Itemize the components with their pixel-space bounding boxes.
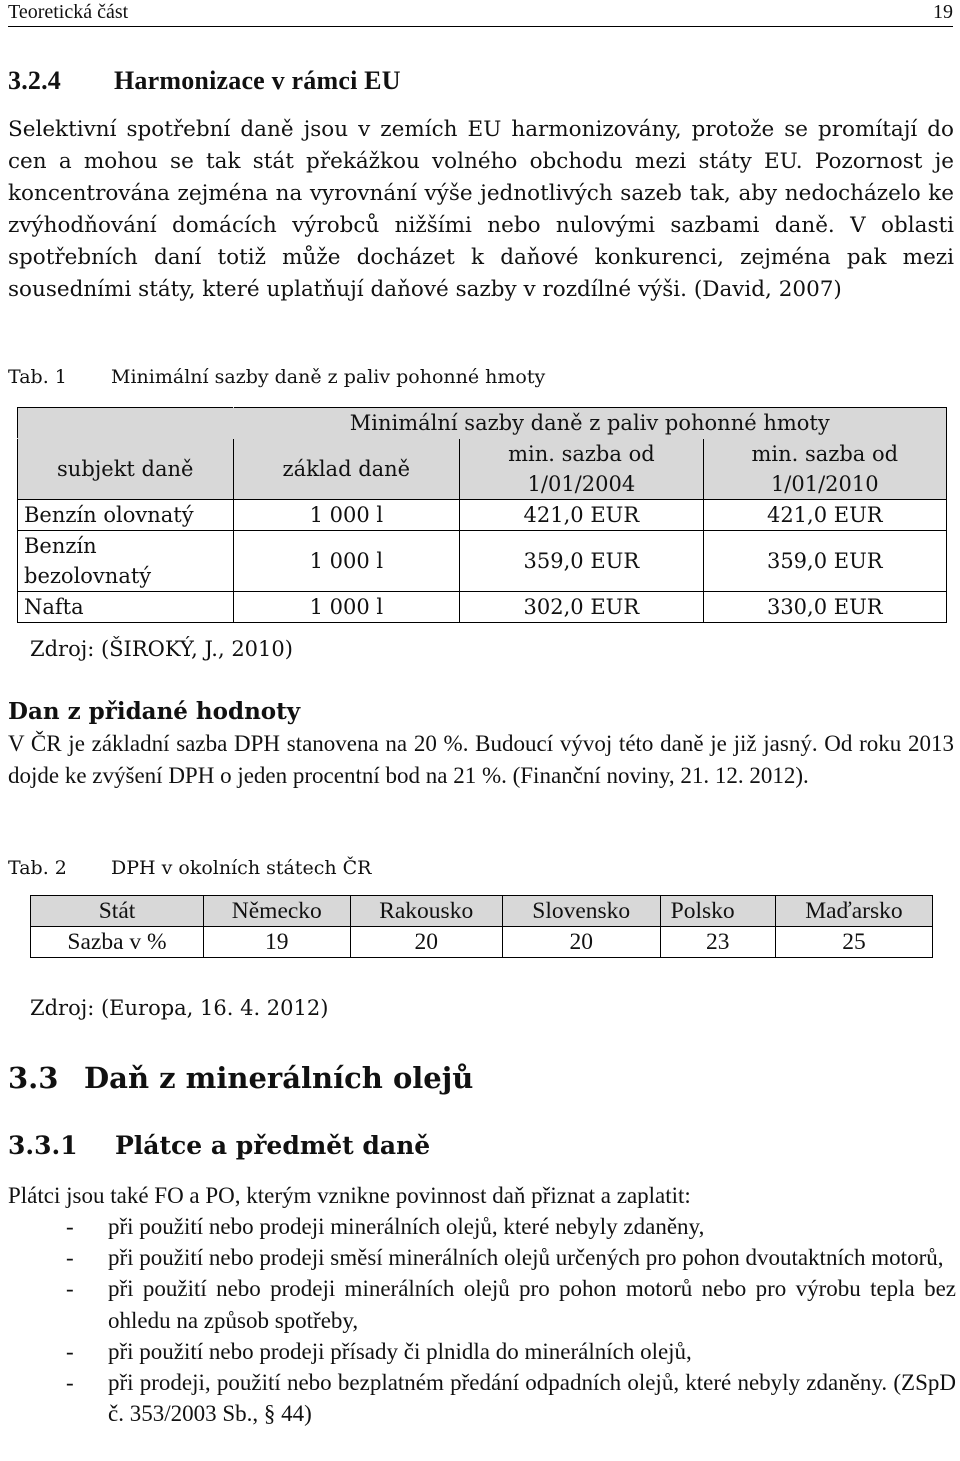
cell: Německo xyxy=(204,896,351,927)
cell: 302,0 EUR xyxy=(460,591,703,622)
fuel-tax-table xyxy=(17,407,947,623)
page-header xyxy=(8,0,953,27)
payers-list xyxy=(8,1211,956,1429)
cell: Benzín bezolovnatý xyxy=(18,530,234,591)
table-header-row xyxy=(31,896,933,927)
cell: Polsko xyxy=(660,896,775,927)
table1-title: Minimální sazby daně z paliv pohonné hmoty xyxy=(233,408,947,439)
table1-source: Zdroj: (ŠIROKÝ, J., 2010) xyxy=(30,637,293,661)
section-number: 3.3.1 xyxy=(8,1131,78,1160)
list-item: - při prodeji, použití nebo bezplatném předání odpadních olejů, které nebyly zdaněny. (ZSpD č. 353/2003 Sb., § 44) xyxy=(66,1370,956,1427)
cell: 421,0 EUR xyxy=(460,499,703,530)
list-item: - při použití nebo prodeji minerálních olejů pro pohon motorů nebo pro výrobu tepla bez ohledu na způsob spotřeby, xyxy=(66,1276,956,1333)
cell: 359,0 EUR xyxy=(703,530,946,591)
table2-caption xyxy=(8,857,371,879)
table1-caption-text: Minimální sazby daně z paliv pohonné hmoty xyxy=(111,366,546,388)
section-number: 3.2.4 xyxy=(8,66,61,95)
running-title: Teoretická část xyxy=(8,1,129,23)
cell: Benzín olovnatý xyxy=(18,499,234,530)
table-row xyxy=(18,591,947,622)
table1-label: Tab. 1 xyxy=(8,366,67,388)
dph-heading: Dan z přidané hodnoty xyxy=(8,698,301,725)
cell: Nafta xyxy=(18,591,234,622)
col-header-rate-2004: min. sazba od 1/01/2004 xyxy=(460,439,703,500)
table2-source: Zdroj: (Europa, 16. 4. 2012) xyxy=(30,996,329,1020)
paragraph-harmonization: Selektivní spotřební daně jsou v zemích EU harmonizovány, protože se promítají do cen a mohou se tak stát překážkou volného obchodu mezi státy EU. Pozornost je koncentrována zejména na vyrovnání výše jednotlivých sazeb tak, aby nedocházelo ke zvýhodňování domácích výrobců nižšími nebo nulovými sazbami daně. V oblasti spotřebních daní totiž může docházet k daňové konkurenci, zejména pak mezi sousedními státy, které uplatňují daňové sazby v rozdílné výši. (David, 2007) xyxy=(8,117,954,302)
cell: Sazba v % xyxy=(31,927,204,958)
list-item: - při použití nebo prodeji minerálních olejů, které nebyly zdaněny, xyxy=(66,1214,705,1239)
table-row xyxy=(31,927,933,958)
table-row xyxy=(18,499,947,530)
cell: Slovensko xyxy=(502,896,660,927)
col-header-rate-2010: min. sazba od 1/01/2010 xyxy=(703,439,946,500)
cell: 1 000 l xyxy=(233,591,460,622)
cell: Maďarsko xyxy=(775,896,932,927)
cell: 23 xyxy=(660,927,775,958)
cell: 25 xyxy=(775,927,932,958)
col-header-base: základ daně xyxy=(233,439,460,500)
section-title: Daň z minerálních olejů xyxy=(84,1061,474,1095)
dph-paragraph: V ČR je základní sazba DPH stanovena na 20 %. Budoucí vývoj této daně je již jasný. Od roku 2013 dojde ke zvýšení DPH o jeden procentní bod na 21 %. (Finanční noviny, 21. 12. 2012). xyxy=(8,731,954,788)
section-title: Harmonizace v rámci EU xyxy=(114,66,401,95)
cell: 421,0 EUR xyxy=(703,499,946,530)
cell: Stát xyxy=(31,896,204,927)
table-row xyxy=(18,530,947,591)
table2-caption-text: DPH v okolních státech ČR xyxy=(111,857,372,879)
payers-intro: Plátci jsou také FO a PO, kterým vznikne povinnost daň přiznat a zaplatit: xyxy=(8,1183,691,1208)
list-item: - při použití nebo prodeji přísady či plnidla do minerálních olejů, xyxy=(66,1338,692,1364)
table1-caption xyxy=(8,366,545,388)
cell: 19 xyxy=(204,927,351,958)
cell: 1 000 l xyxy=(233,499,460,530)
cell: 330,0 EUR xyxy=(703,591,946,622)
vat-rates-table xyxy=(30,895,933,958)
cell: 359,0 EUR xyxy=(460,530,703,591)
col-header-subject: subjekt daně xyxy=(18,439,234,500)
section-title: Plátce a předmět daně xyxy=(115,1131,431,1160)
cell: 20 xyxy=(502,927,660,958)
section-heading-324 xyxy=(8,66,401,96)
cell: 1 000 l xyxy=(233,530,460,591)
section-heading-331 xyxy=(8,1131,430,1160)
page-number: 19 xyxy=(933,1,953,23)
cell: 20 xyxy=(350,927,502,958)
section-number: 3.3 xyxy=(8,1061,59,1095)
table2-label: Tab. 2 xyxy=(8,857,67,879)
cell: Rakousko xyxy=(350,896,502,927)
list-item: - při použití nebo prodeji směsí minerálních olejů určených pro pohon dvoutaktních motorů, xyxy=(66,1245,944,1271)
section-heading-33 xyxy=(8,1061,473,1095)
